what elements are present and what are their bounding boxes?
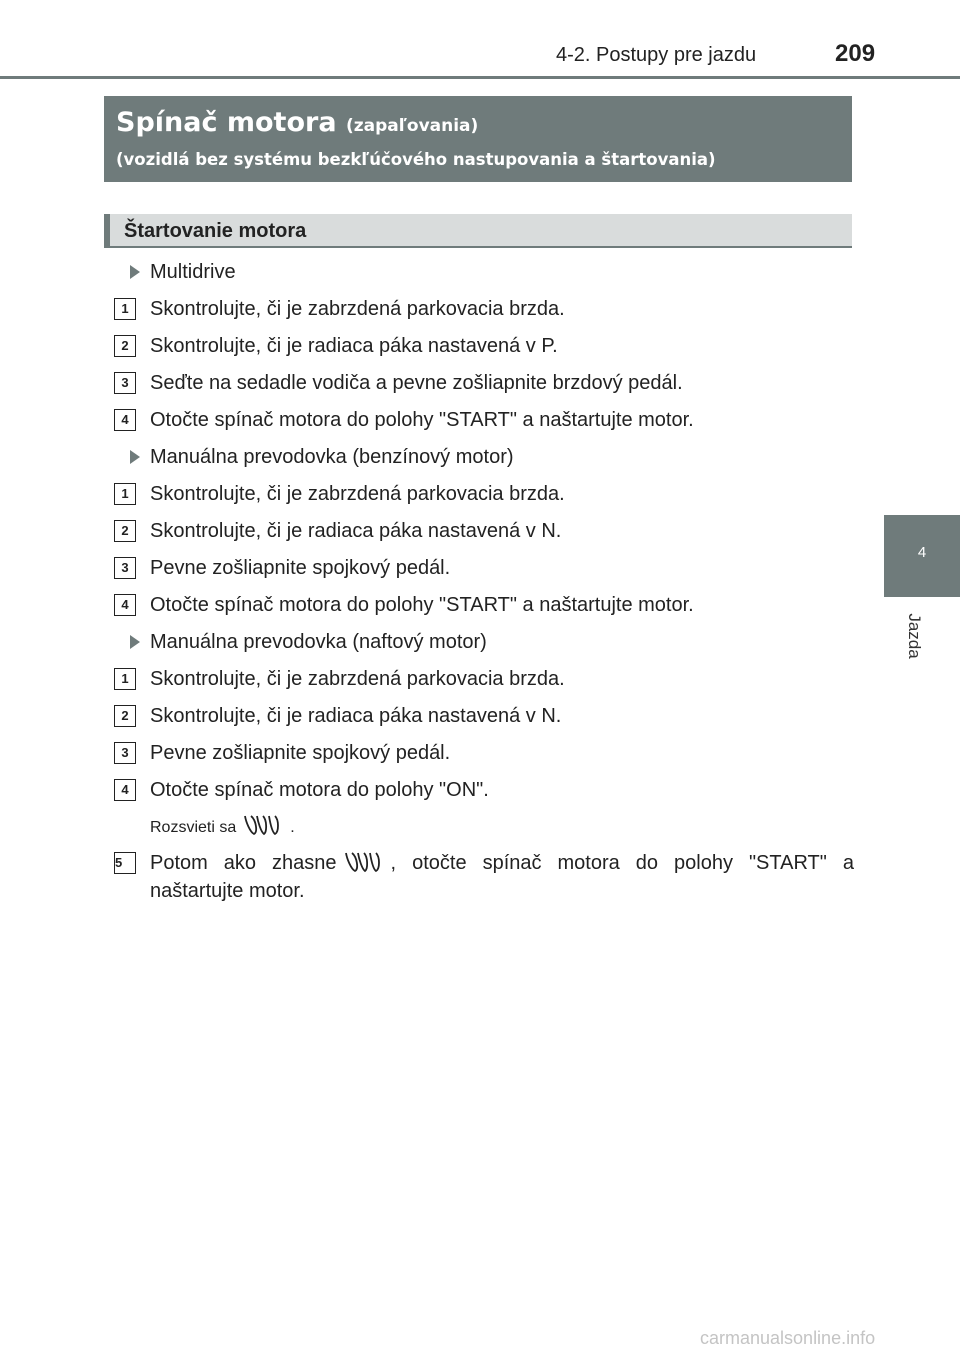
step-number: 1 <box>114 483 136 505</box>
step-number: 4 <box>114 409 136 431</box>
instructions <box>114 256 854 914</box>
note-text: Rozsvieti sa <box>150 819 237 836</box>
page-title-main: Spínač motora <box>116 107 337 138</box>
group-multidrive-heading <box>114 258 854 286</box>
note-text-end: . <box>290 819 295 836</box>
step-number: 2 <box>114 705 136 727</box>
page-subtitle: (vozidlá bez systému bezkľúčového nastupovania a štartovania) <box>116 150 716 169</box>
page-title <box>116 106 840 143</box>
step-number: 3 <box>114 372 136 394</box>
step-text: Otočte spínač motora do polohy "START" a naštartujte motor. <box>150 594 694 616</box>
step <box>114 406 854 434</box>
step-text: Skontrolujte, či je radiaca páka nastavená v N. <box>150 705 562 727</box>
triangle-bullet-icon <box>130 635 140 649</box>
side-tab-chapter-number: 4 <box>884 515 960 597</box>
step-number: 1 <box>114 668 136 690</box>
group-label: Multidrive <box>150 261 236 283</box>
step-text: Skontrolujte, či je zabrzdená parkovacia brzda. <box>150 483 565 505</box>
step-text: Seďte na sedadle vodiča a pevne zošliapnite brzdový pedál. <box>150 372 683 394</box>
step-text: Skontrolujte, či je radiaca páka nastavená v P. <box>150 335 558 357</box>
step-number: 4 <box>114 779 136 801</box>
note <box>114 812 854 841</box>
step <box>114 369 854 397</box>
step <box>114 702 854 730</box>
watermark: carmanualsonline.info <box>700 1328 876 1348</box>
title-block <box>104 96 852 182</box>
group-diesel-heading <box>114 628 854 656</box>
step <box>114 665 854 693</box>
step <box>114 295 854 323</box>
step <box>114 739 854 767</box>
group-label: Manuálna prevodovka (benzínový motor) <box>150 446 514 468</box>
step-number: 4 <box>114 594 136 616</box>
step <box>114 776 854 804</box>
step-text: Pevne zošliapnite spojkový pedál. <box>150 742 451 764</box>
step-text: Otočte spínač motora do polohy "START" a naštartujte motor. <box>150 409 694 431</box>
step-text: Skontrolujte, či je radiaca páka nastavená v N. <box>150 520 562 542</box>
step-number: 3 <box>114 742 136 764</box>
step-text-end: , otočte spínač motora do polohy "START" a naštartujte motor. <box>150 852 854 902</box>
step-number: 2 <box>114 520 136 542</box>
section-heading: Štartovanie motora <box>104 214 852 248</box>
side-tab-label: Jazda <box>905 613 924 659</box>
step-number: 5 <box>114 852 136 874</box>
step <box>114 332 854 360</box>
step-text: Pevne zošliapnite spojkový pedál. <box>150 557 451 579</box>
step <box>114 849 854 905</box>
step <box>114 517 854 545</box>
header-rule <box>0 76 960 79</box>
step <box>114 480 854 508</box>
step-number: 3 <box>114 557 136 579</box>
step-text: Skontrolujte, či je zabrzdená parkovacia brzda. <box>150 298 565 320</box>
group-petrol-heading <box>114 443 854 471</box>
step-text: Skontrolujte, či je zabrzdená parkovacia brzda. <box>150 668 565 690</box>
triangle-bullet-icon <box>130 265 140 279</box>
glow-plug-indicator-icon <box>341 849 387 875</box>
step <box>114 591 854 619</box>
step-number: 1 <box>114 298 136 320</box>
step-text: Otočte spínač motora do polohy "ON". <box>150 779 489 801</box>
step-text: Potom ako zhasne <box>150 852 337 874</box>
page-number: 209 <box>835 40 876 67</box>
step-number: 2 <box>114 335 136 357</box>
group-label: Manuálna prevodovka (naftový motor) <box>150 631 487 653</box>
page-title-paren: (zapaľovania) <box>345 116 479 136</box>
glow-plug-indicator-icon <box>240 812 286 838</box>
side-tab-label-wrap <box>900 606 928 666</box>
step <box>114 554 854 582</box>
triangle-bullet-icon <box>130 450 140 464</box>
header-section-title: 4-2. Postupy pre jazdu <box>556 44 757 66</box>
